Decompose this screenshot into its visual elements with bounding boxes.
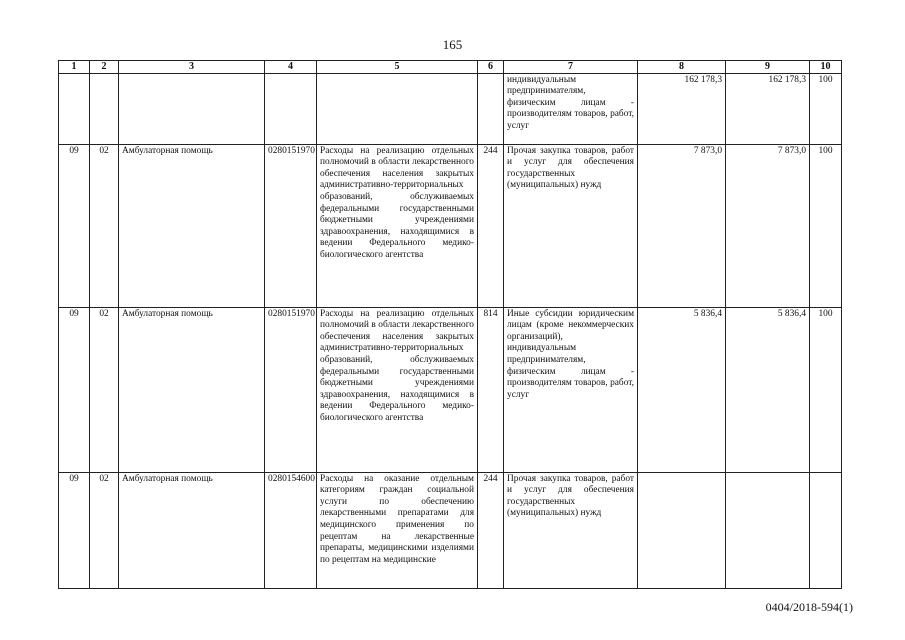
target-article-code: [265, 73, 317, 144]
expense-type-name: индивидуальным предпринимателям, физическим лицам - производителям товаров, работ, услуг: [504, 73, 638, 144]
target-article-code: 0280151970: [265, 144, 317, 307]
subsection-code: [90, 73, 119, 144]
section-code: 09: [59, 472, 90, 588]
section-code: [59, 73, 90, 144]
execution-percent: 100: [810, 73, 842, 144]
executed-amount: [726, 472, 810, 588]
expense-type-name: Прочая закупка товаров, работ и услуг для обеспечения государственных (муниципальных) нужд: [504, 144, 638, 307]
subsection-name: Амбулаторная помощь: [119, 472, 265, 588]
document-code: 0404/2018-594(1): [765, 600, 853, 614]
planned-amount: 162 178,3: [638, 73, 726, 144]
header-col-3: 3: [119, 61, 265, 74]
table-row: [59, 144, 842, 307]
subsection-name: Амбулаторная помощь: [119, 307, 265, 472]
header-col-7: 7: [504, 61, 638, 74]
executed-amount: 7 873,0: [726, 144, 810, 307]
subsection-code: 02: [90, 144, 119, 307]
execution-percent: 100: [810, 144, 842, 307]
header-col-1: 1: [59, 61, 90, 74]
target-article-code: 0280151970: [265, 307, 317, 472]
execution-percent: 100: [810, 307, 842, 472]
section-code: 09: [59, 307, 90, 472]
header-col-9: 9: [726, 61, 810, 74]
subsection-name: [119, 73, 265, 144]
target-article-name: Расходы на реализацию отдельных полномочий в области лекарственного обеспечения населения закрытых административно-территориальных образований, обслуживаемых федеральными государственными бюджетными учреждениями здравоохранения, находящимися в ведении Федерального медико-биологического агентства: [317, 144, 478, 307]
budget-table: [58, 60, 842, 589]
header-col-10: 10: [810, 61, 842, 74]
executed-amount: 5 836,4: [726, 307, 810, 472]
table-row: [59, 307, 842, 472]
header-row: [59, 61, 842, 74]
expense-type-name: Иные субсидии юридическим лицам (кроме некоммерческих организаций), индивидуальным предпринимателям, физическим лицам - производителям товаров, работ, услуг: [504, 307, 638, 472]
subsection-name: Амбулаторная помощь: [119, 144, 265, 307]
expense-type-code: 244: [478, 144, 504, 307]
expense-type-code: 244: [478, 472, 504, 588]
planned-amount: [638, 472, 726, 588]
execution-percent: [810, 472, 842, 588]
target-article-name: Расходы на реализацию отдельных полномочий в области лекарственного обеспечения населения закрытых административно-территориальных образований, обслуживаемых федеральными государственными бюджетными учреждениями здравоохранения, находящимися в ведении Федерального медико-биологического агентства: [317, 307, 478, 472]
expense-type-code: [478, 73, 504, 144]
page-number: 165: [442, 37, 463, 52]
expense-type-name: Прочая закупка товаров, работ и услуг для обеспечения государственных (муниципальных) нужд: [504, 472, 638, 588]
table-row: [59, 472, 842, 588]
target-article-code: 0280154600: [265, 472, 317, 588]
table-row: [59, 73, 842, 144]
header-col-4: 4: [265, 61, 317, 74]
planned-amount: 5 836,4: [638, 307, 726, 472]
header-col-6: 6: [478, 61, 504, 74]
header-col-8: 8: [638, 61, 726, 74]
executed-amount: 162 178,3: [726, 73, 810, 144]
subsection-code: 02: [90, 307, 119, 472]
header-col-5: 5: [317, 61, 478, 74]
target-article-name: Расходы на оказание отдельным категориям граждан социальной услуги по обеспечению лекарственными препаратами для медицинского применения по рецептам на лекарственные препараты, медицинскими изделиями по рецептам на медицинские: [317, 472, 478, 588]
subsection-code: 02: [90, 472, 119, 588]
expense-type-code: 814: [478, 307, 504, 472]
target-article-name: [317, 73, 478, 144]
header-col-2: 2: [90, 61, 119, 74]
planned-amount: 7 873,0: [638, 144, 726, 307]
section-code: 09: [59, 144, 90, 307]
